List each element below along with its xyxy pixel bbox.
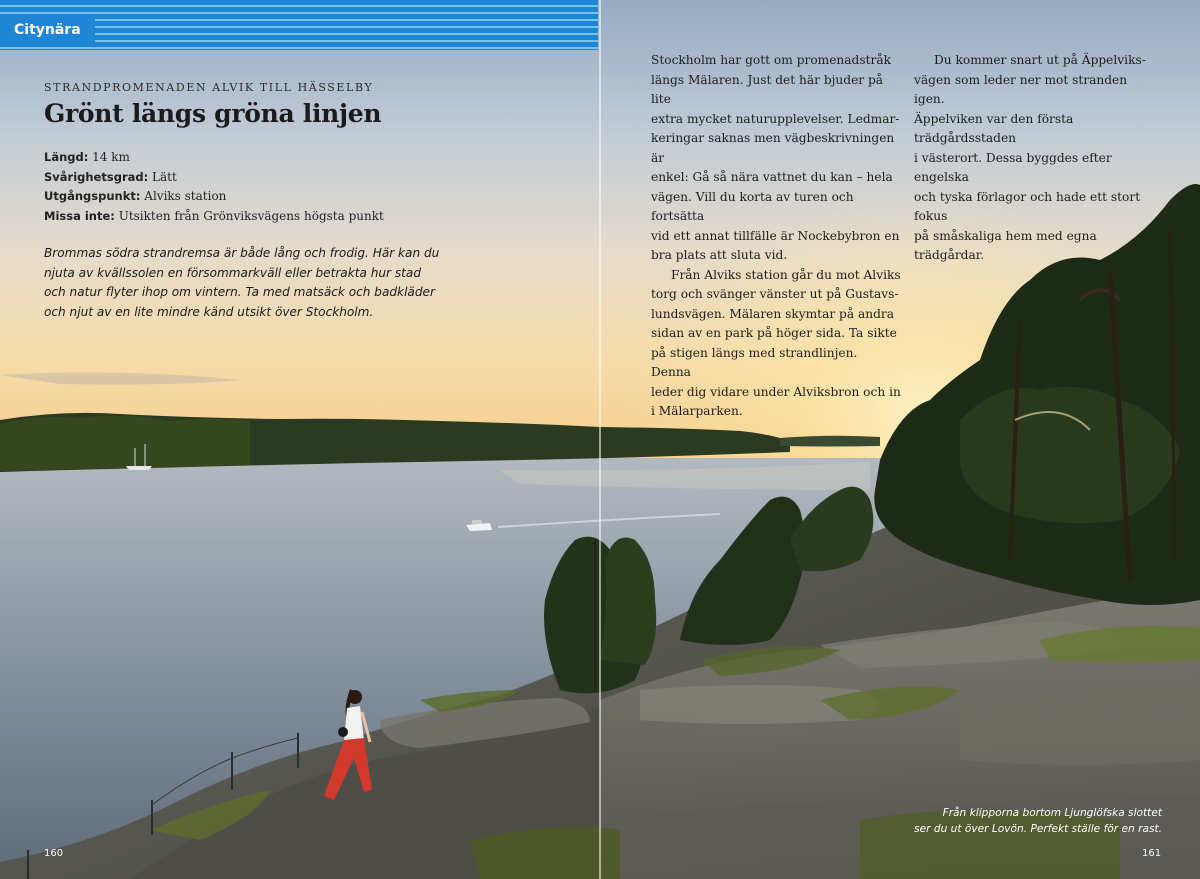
body-paragraph: Stockholm har gott om promenadstråk längs Mälaren. Just det här bjuder på lite extra mycket naturupplevelser. Ledmar- keringar saknas men vägbeskrivningen är enkel: Gå så nära vattnet du kan – hela vägen. Vill du korta av turen och fortsätta vid ett annat tillfälle är Nockebybron en bra plats att sluta vid.	[651, 53, 900, 262]
page-title: Grönt längs gröna linjen	[44, 99, 382, 128]
fact-starting-point: Utgångspunkt: Alviks station	[44, 189, 227, 203]
body-column-2	[914, 51, 1160, 266]
fact-length: Längd: 14 km	[44, 150, 130, 164]
photo-caption: Från klipporna bortom Ljunglöfska slottet ser du ut över Lovön. Perfekt ställe för en rast.	[914, 807, 1162, 835]
route-facts	[44, 148, 384, 226]
route-kicker: STRANDPROMENADEN ALVIK TILL HÄSSELBY	[44, 81, 374, 94]
fact-dont-miss: Missa inte: Utsikten från Grönviksvägens högsta punkt	[44, 208, 384, 223]
intro-paragraph: Brommas södra strandremsa är både lång och frodig. Här kan du njuta av kvällssolen en försommarkväll eller betrakta hur stad och natur flyter ihop om vintern. Ta med matsäck och badkläder och njut av en lite mindre känd utsikt över Stockholm.	[44, 246, 440, 319]
page-number-left: 160	[44, 848, 64, 859]
section-label: Citynära	[0, 17, 95, 43]
fact-difficulty: Svårighetsgrad: Lätt	[44, 169, 177, 184]
body-column-1	[651, 51, 901, 422]
body-paragraph: Från Alviks station går du mot Alviks torg och svänger vänster ut på Gustavs- lundsvägen. Mälaren skymtar på andra sidan av en park på höger sida. Ta sikte på stigen längs med strandlinjen. Denna leder dig vidare under Alviksbron och in i Mälarparken.	[651, 267, 901, 418]
body-paragraph: Du kommer snart ut på Äppelviks- vägen som leder ner mot stranden igen. Äppelviken var den första trädgårdsstaden i västerort. Dessa byggdes efter engelska och tyska förlagor och hade ett stort fokus på småskaliga hem med egna trädgårdar.	[914, 53, 1146, 262]
page-gutter	[599, 0, 601, 879]
section-header-band	[0, 0, 598, 50]
page-number-right: 161	[1142, 848, 1162, 859]
